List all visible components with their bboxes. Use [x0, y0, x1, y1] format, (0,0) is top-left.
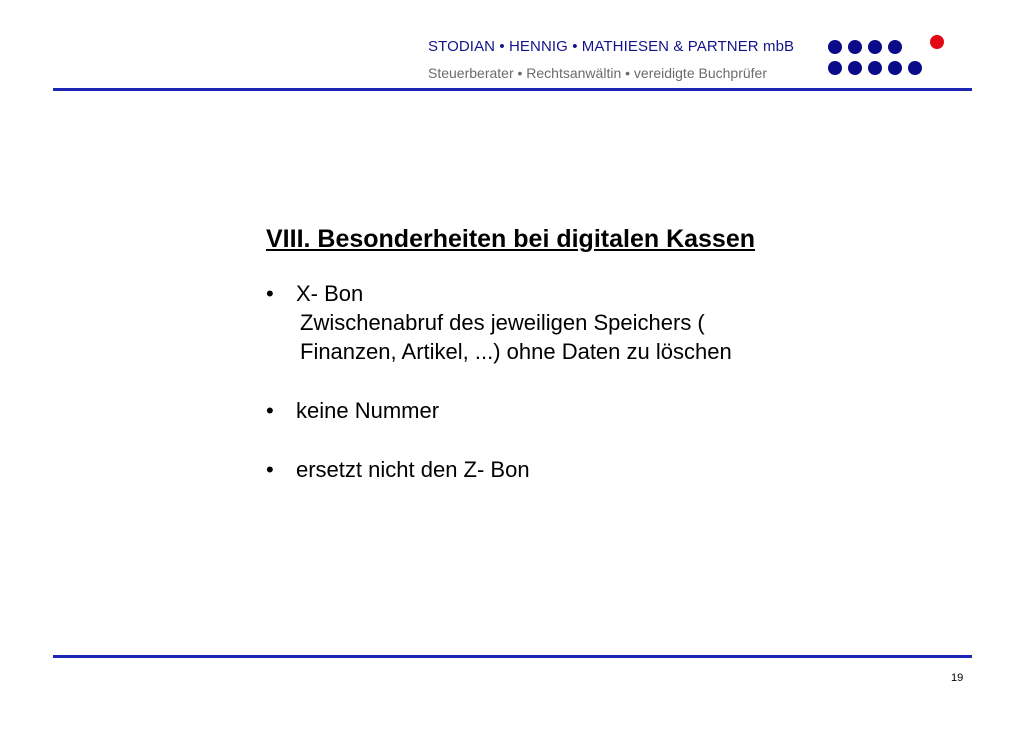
slide-title: VIII. Besonderheiten bei digitalen Kassen [266, 225, 756, 253]
bullet-symbol: • [266, 398, 274, 423]
bullet-item [266, 455, 786, 484]
bullet-item [266, 396, 786, 425]
firm-name: STODIAN • HENNIG • MATHIESEN & PARTNER mbB [428, 38, 795, 55]
bullet-detail: Zwischenabruf des jeweiligen Speichers ( Finanzen, Artikel, ...) ohne Daten zu löschen [300, 310, 732, 364]
bullet-item [266, 279, 786, 366]
footer-divider [53, 655, 972, 658]
bullet-label: keine Nummer [296, 398, 440, 423]
bullet-label: X- Bon [296, 281, 364, 306]
bullet-list [266, 279, 786, 484]
slide-content [266, 223, 786, 514]
slide-header [0, 0, 1024, 95]
bullet-label: ersetzt nicht den Z- Bon [296, 457, 530, 482]
header-divider [53, 88, 972, 91]
bullet-symbol: • [266, 457, 274, 482]
page-number: 19 [951, 672, 964, 684]
firm-subtitle: Steuerberater • Rechtsanwältin • vereidigte Buchprüfer [428, 65, 767, 81]
firm-logo [826, 34, 950, 78]
bullet-symbol: • [266, 281, 274, 306]
